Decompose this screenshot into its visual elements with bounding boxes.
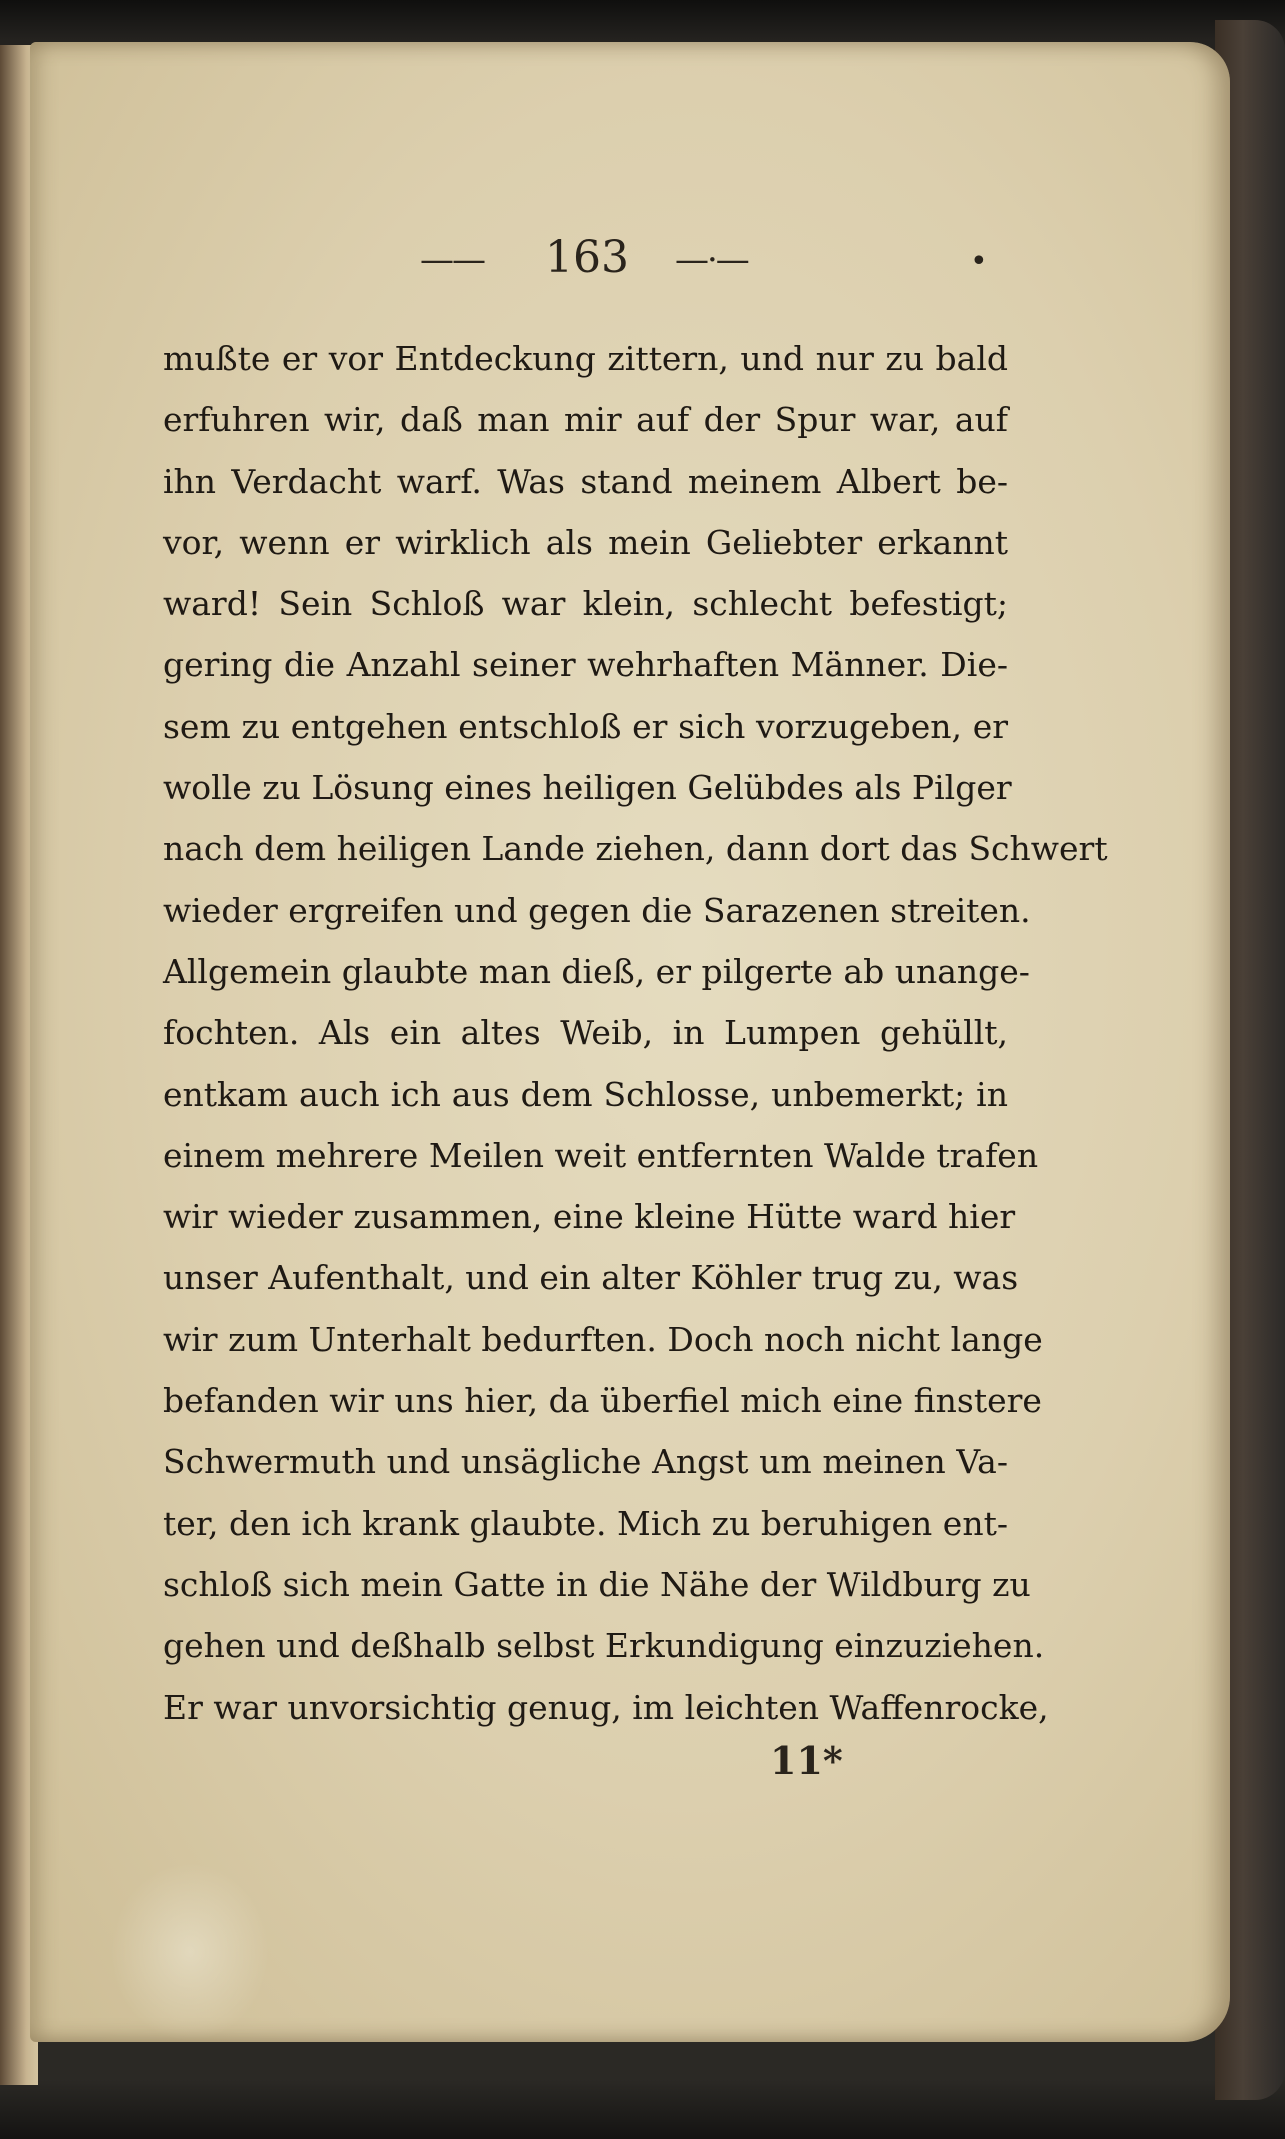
text-line: ter, den ich krank glaubte. Mich zu beruhigen ent- bbox=[163, 1503, 1008, 1543]
header-dot: • bbox=[970, 244, 988, 279]
text-line: nach dem heiligen Lande ziehen, dann dort das Schwert bbox=[163, 829, 1108, 869]
text-line: sem zu entgehen entschloß er sich vorzugeben, er bbox=[163, 706, 1008, 746]
header-rule-right: —·— bbox=[675, 240, 748, 280]
text-line: vor, wenn er wirklich als mein Geliebter erkannt bbox=[163, 522, 1008, 562]
text-line: wolle zu Lösung eines heiligen Gelübdes als Pilger bbox=[163, 768, 1012, 808]
text-line: schloß sich mein Gatte in die Nähe der Wildburg zu bbox=[163, 1564, 1031, 1604]
body-text bbox=[163, 328, 1108, 1738]
text-line: Schwermuth und unsägliche Angst um meinen Va- bbox=[163, 1442, 1008, 1482]
page-header bbox=[400, 232, 1020, 300]
paper-stain bbox=[110, 1862, 270, 2042]
text-line: wir wieder zusammen, eine kleine Hütte ward hier bbox=[163, 1197, 1016, 1237]
text-line: gehen und deßhalb selbst Erkundigung einzuziehen. bbox=[163, 1626, 1045, 1666]
text-line: unser Aufenthalt, und ein alter Köhler trug zu, was bbox=[163, 1258, 1019, 1298]
header-rule-left: —— bbox=[420, 240, 484, 280]
text-line: fochten. Als ein altes Weib, in Lumpen gehüllt, bbox=[163, 1013, 1008, 1053]
text-line: entkam auch ich aus dem Schlosse, unbemerkt; in bbox=[163, 1074, 1008, 1114]
text-line: befanden wir uns hier, da überfiel mich eine finstere bbox=[163, 1381, 1042, 1421]
text-line: wir zum Unterhalt bedurften. Doch noch nicht lange bbox=[163, 1319, 1043, 1359]
text-line: erfuhren wir, daß man mir auf der Spur war, auf bbox=[163, 400, 1008, 440]
text-line: einem mehrere Meilen weit entfernten Walde trafen bbox=[163, 1135, 1039, 1175]
signature-mark: 11* bbox=[770, 1738, 843, 1783]
page-number: 163 bbox=[545, 232, 629, 283]
text-line: ward! Sein Schloß war klein, schlecht befestigt; bbox=[163, 584, 1008, 624]
text-line: Er war unvorsichtig genug, im leichten Waffenrocke, bbox=[163, 1687, 1049, 1727]
text-line: mußte er vor Entdeckung zittern, und nur zu bald bbox=[163, 339, 1008, 378]
text-line: wieder ergreifen und gegen die Sarazenen streiten. bbox=[163, 890, 1031, 930]
text-line: gering die Anzahl seiner wehrhaften Männer. Die- bbox=[163, 645, 1008, 685]
text-line: Allgemein glaubte man dieß, er pilgerte ab unange- bbox=[163, 951, 1030, 991]
text-line: ihn Verdacht warf. Was stand meinem Albert be- bbox=[163, 461, 1008, 501]
